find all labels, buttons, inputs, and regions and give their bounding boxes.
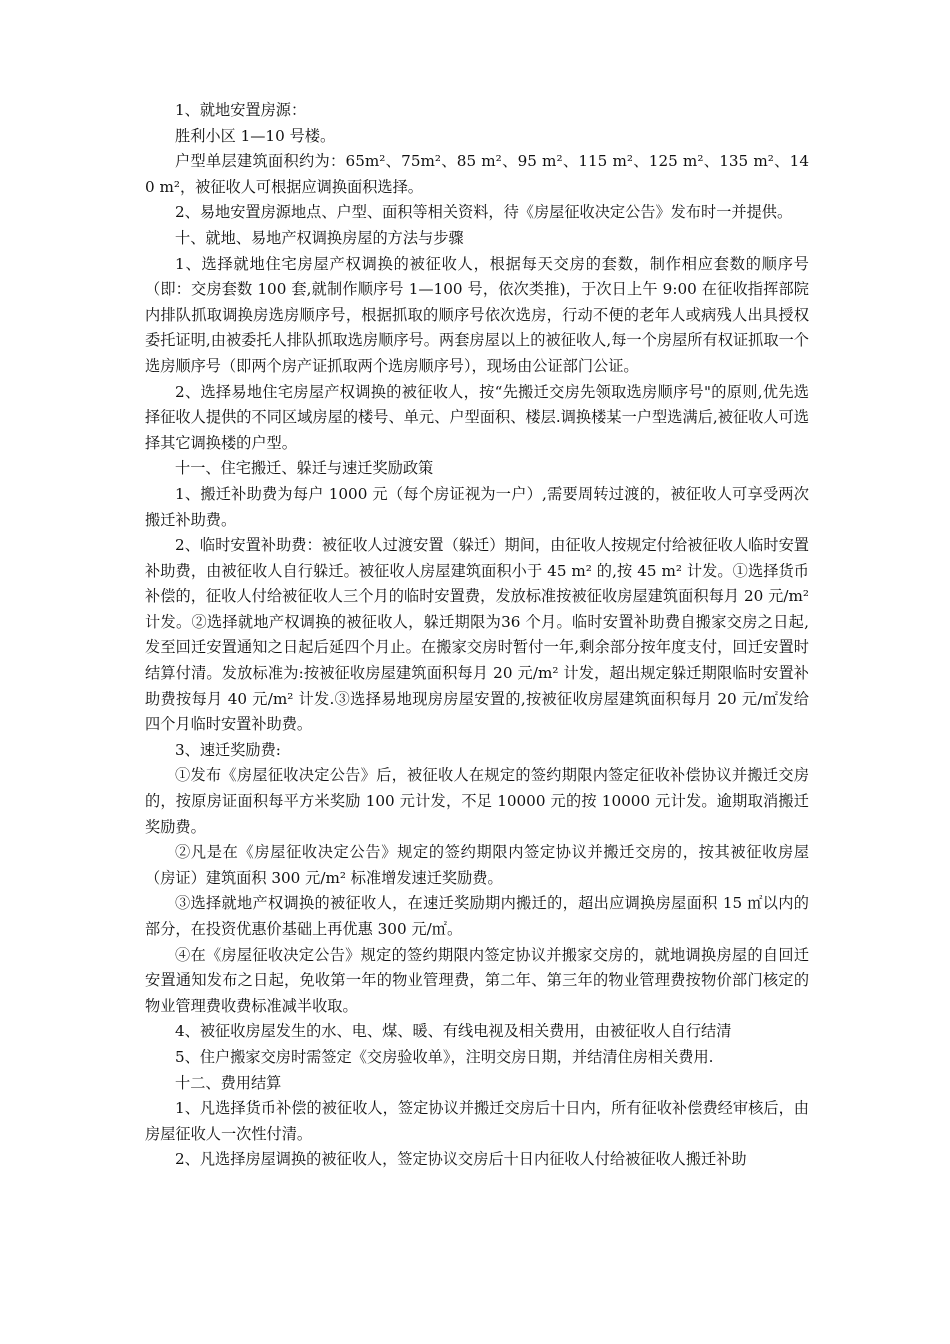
paragraph: ②凡是在《房屋征收决定公告》规定的签约期限内签定协议并搬迁交房的，按其被征收房屋（房证）建筑面积 300 元/m² 标准增发速迁奖励费。: [145, 843, 809, 887]
paragraph: 2、易地安置房源地点、户型、面积等相关资料，待《房屋征收决定公告》发布时一并提供。: [175, 203, 793, 222]
paragraph: ④在《房屋征收决定公告》规定的签约期限内签定协议并搬家交房的，就地调换房屋的自回迁安置通知发布之日起，免收第一年的物业管理费，第二年、第三年的物业管理费按物价部门核定的物业管理费收费标准减半收取。: [145, 945, 809, 1015]
paragraph: 胜利小区 1—10 号楼。: [175, 126, 336, 145]
paragraph: 5、住户搬家交房时需签定《交房验收单》，注明交房日期，并结清住房相关费用.: [175, 1047, 714, 1066]
paragraph: 1、凡选择货币补偿的被征收人，签定协议并搬迁交房后十日内，所有征收补偿费经审核后，由房屋征收人一次性付清。: [145, 1099, 809, 1143]
paragraph: 2、凡选择房屋调换的被征收人，签定协议交房后十日内征收人付给被征收人搬迁补助: [175, 1150, 747, 1169]
paragraph: 户型单层建筑面积约为：65m²、75m²、85 m²、95 m²、115 m²、125 m²、135 m²、140 m²，被征收人可根据应调换面积选择。: [145, 152, 809, 196]
section-heading: 十二、费用结算: [175, 1073, 282, 1092]
paragraph: ①发布《房屋征收决定公告》后，被征收人在规定的签约期限内签定征收补偿协议并搬迁交房的，按原房证面积每平方米奖励 100 元计发，不足 10000 元的按 10000 元计发。逾期取消搬迁奖励费。: [145, 766, 809, 836]
section-heading: 十一、住宅搬迁、躲迁与速迁奖励政策: [175, 459, 434, 478]
paragraph: 2、选择易地住宅房屋产权调换的被征收人，按“先搬迁交房先领取选房顺序号"的原则,优先选择征收人提供的不同区域房屋的楼号、单元、户型面积、楼层.调换楼某一户型选满后,被征收人可选择其它调换楼的户型。: [145, 382, 809, 452]
paragraph: 4、被征收房屋发生的水、电、煤、暖、有线电视及相关费用，由被征收人自行结清: [175, 1022, 732, 1041]
paragraph: 1、搬迁补助费为每户 1000 元（每个房证视为一户）,需要周转过渡的，被征收人可享受两次搬迁补助费。: [145, 484, 809, 529]
paragraph: 3、速迁奖励费:: [175, 740, 281, 759]
paragraph: 1、选择就地住宅房屋产权调换的被征收人，根据每天交房的套数，制作相应套数的顺序号（即：交房套数 100 套,就制作顺序号 1—100 号，依次类推)，于次日上午 9:00 在征收指挥部院内排队抓取调换房选房顺序号，根据抓取的顺序号依次选房，行动不便的老年人或病残人出具授权委托证明,由被委托人排队抓取选房顺序号。两套房屋以上的被征收人,每一个房屋所有权证抓取一个选房顺序号（即两个房产证抓取两个选房顺序号），现场由公证部门公证。: [145, 254, 809, 375]
paragraph: 2、临时安置补助费：被征收人过渡安置（躲迁）期间，由征收人按规定付给被征收人临时安置补助费，由被征收人自行躲迁。被征收人房屋建筑面积小于 45 m² 的,按 45 m² 计发。①选择货币补偿的，征收人付给被征收人三个月的临时安置费，发放标准按被征收房屋建筑面积每月 20 元/m² 计发。②选择就地产权调换的被征收人，躲迁期限为36 个月。临时安置补助费自搬家交房之日起,发至回迁安置通知之日起后延四个月止。在搬家交房时暂付一年,剩余部分按年度支付，回迁安置时结算付清。发放标准为:按被征收房屋建筑面积每月 20 元/m² 计发，超出规定躲迁期限临时安置补助费按每月 40 元/m² 计发.③选择易地现房房屋安置的,按被征收房屋建筑面积每月 20 元/㎡发给四个月临时安置补助费。: [145, 536, 809, 734]
paragraph: ③选择就地产权调换的被征收人，在速迁奖励期内搬迁的，超出应调换房屋面积 15 ㎡以内的部分，在投资优惠价基础上再优惠 300 元/㎡。: [145, 894, 809, 938]
document-body: [145, 98, 809, 1173]
paragraph: 1、就地安置房源：: [175, 101, 307, 119]
section-heading: 十、就地、易地产权调换房屋的方法与步骤: [175, 228, 464, 247]
